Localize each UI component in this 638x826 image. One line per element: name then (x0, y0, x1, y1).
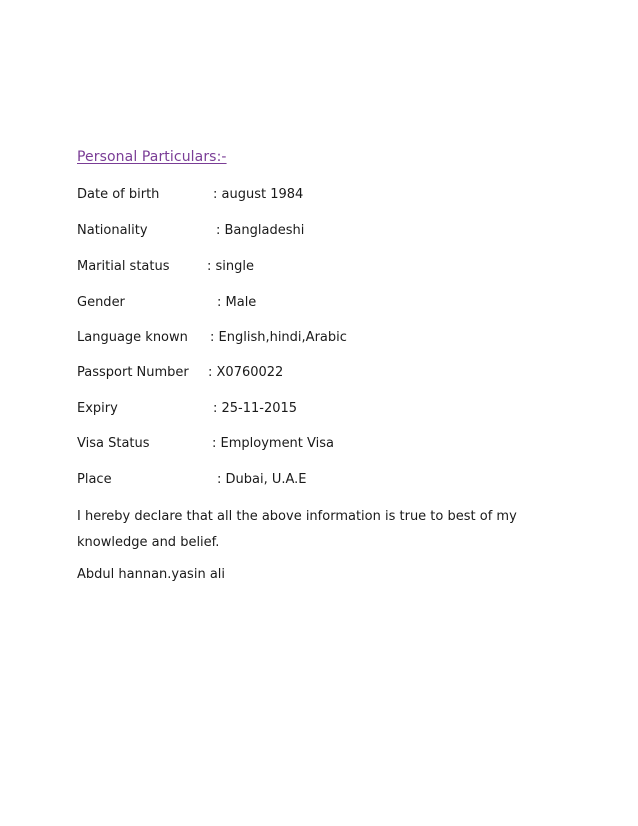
signature-name: Abdul hannan.yasin ali (77, 567, 226, 582)
field-value: : single (207, 259, 254, 274)
field-value: : Bangladeshi (216, 223, 305, 238)
section-heading (77, 149, 227, 165)
field-label: Language known (77, 330, 188, 345)
field-label: Nationality (77, 223, 148, 238)
field-value: : Dubai, U.A.E (217, 472, 307, 487)
field-value: : 25-11-2015 (213, 401, 298, 416)
field-label: Maritial status (77, 259, 170, 274)
declaration-paragraph: I hereby declare that all the above information is true to best of my knowledge and belief. (77, 509, 517, 550)
field-label: Gender (77, 295, 125, 310)
field-value: : august 1984 (213, 187, 304, 202)
field-value: : English,hindi,Arabic (210, 330, 347, 345)
field-value: : Employment Visa (212, 436, 334, 451)
field-label: Place (77, 472, 112, 487)
field-label: Passport Number (77, 365, 189, 380)
field-label: Expiry (77, 401, 118, 416)
section-heading-text: Personal Particulars:- (77, 149, 227, 165)
field-label: Visa Status (77, 436, 150, 451)
field-label: Date of birth (77, 187, 160, 202)
field-value: : Male (217, 295, 257, 310)
field-value: : X0760022 (208, 365, 284, 380)
